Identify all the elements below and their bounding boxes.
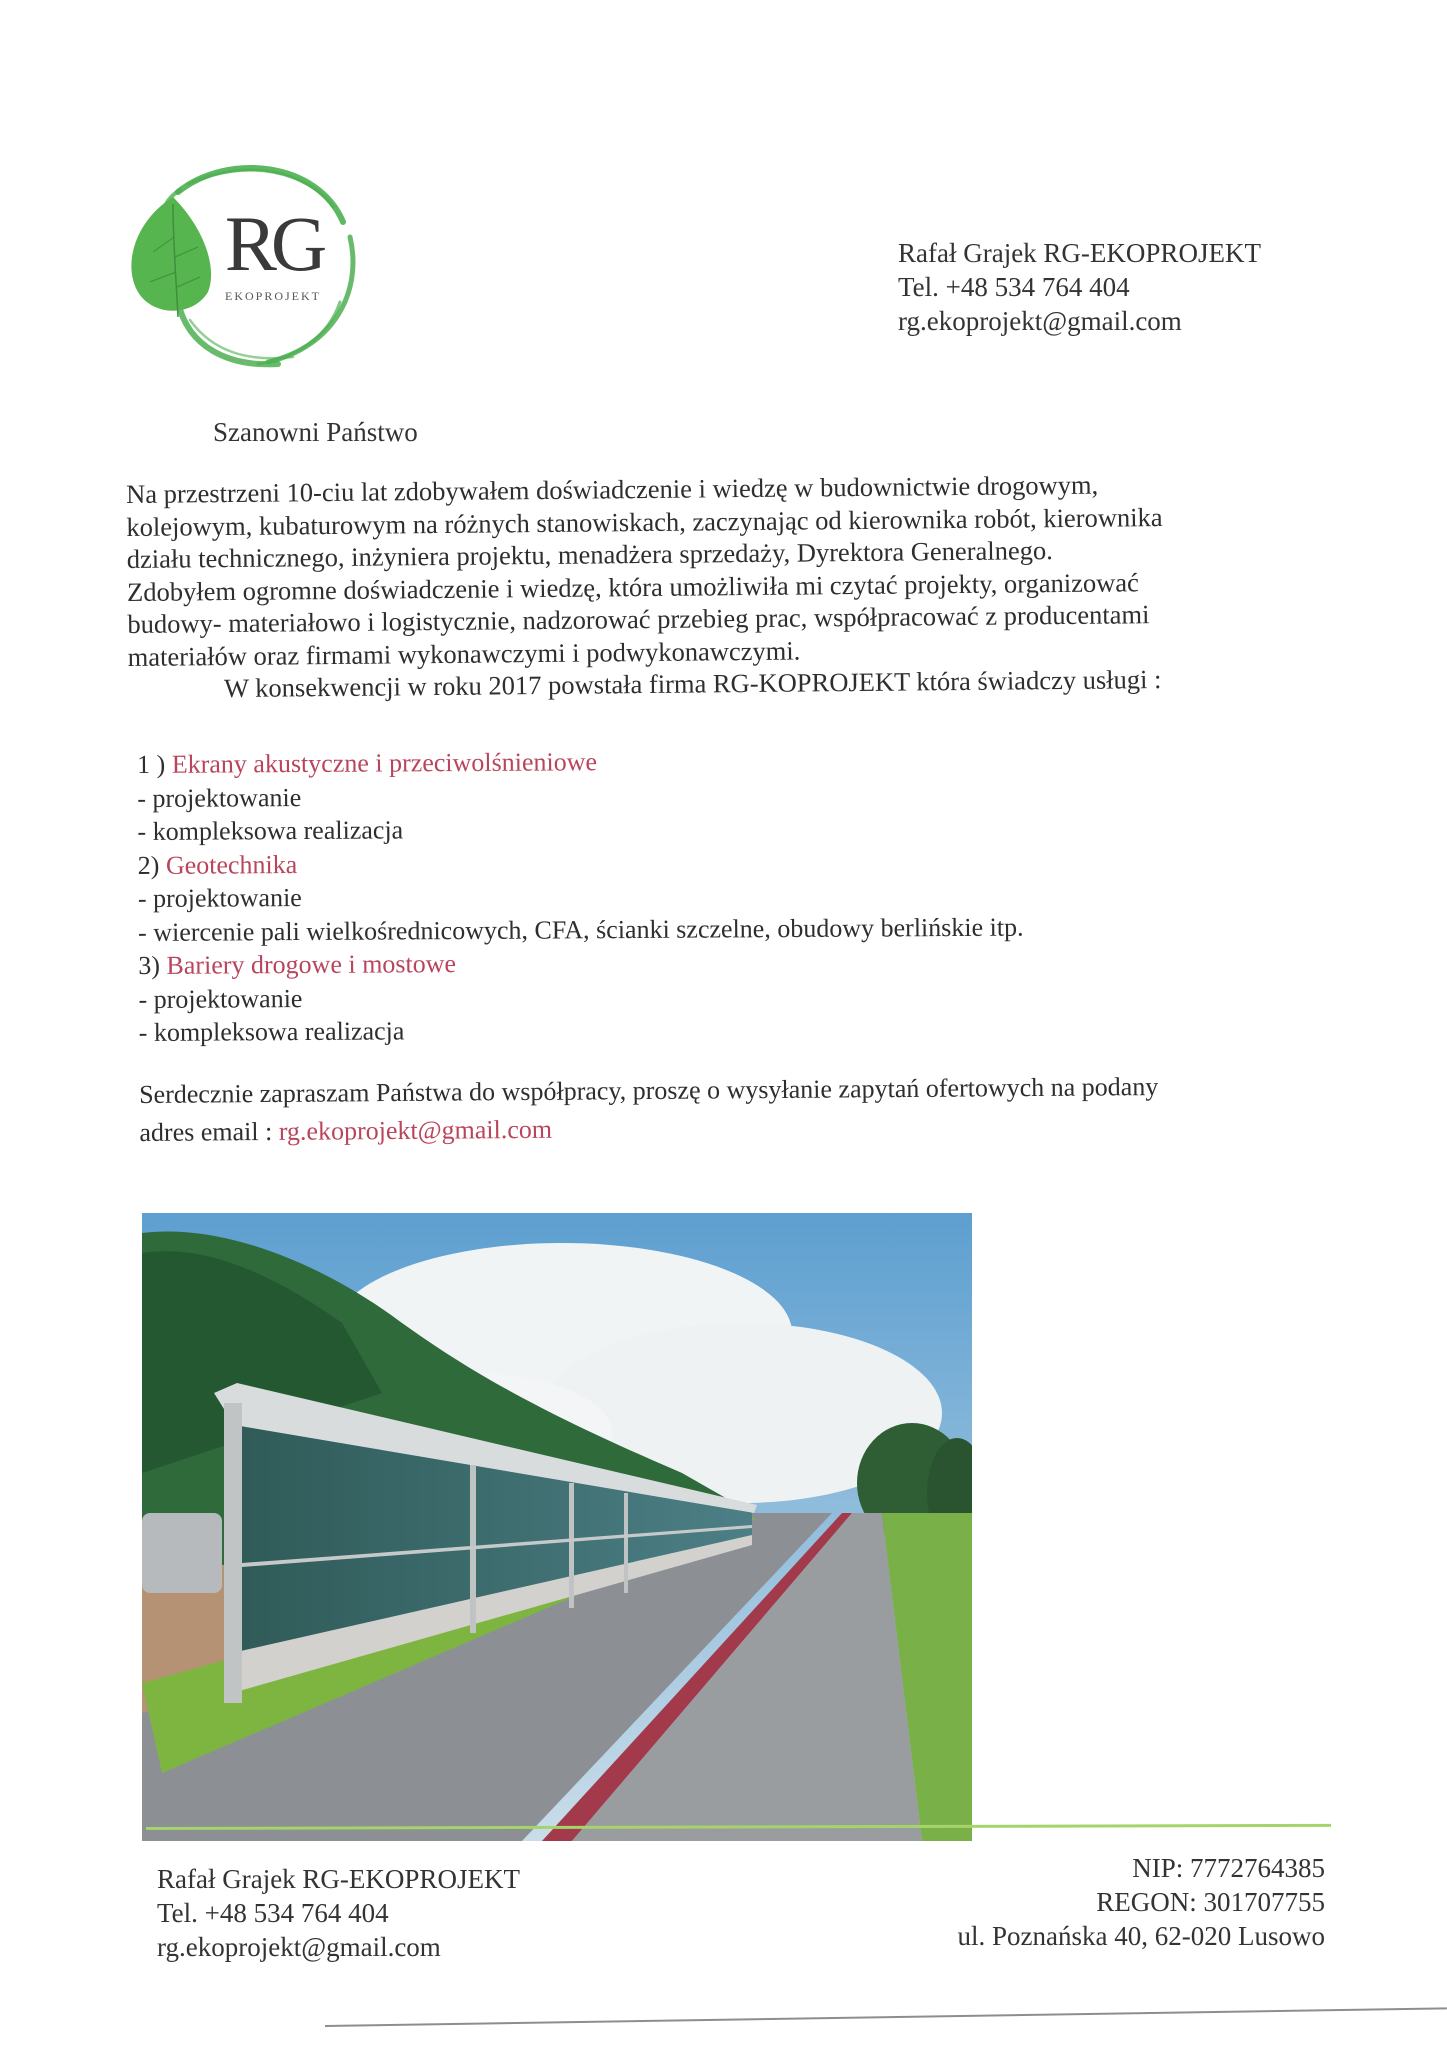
leaf-circle-icon bbox=[118, 152, 368, 382]
service-item: - projektowanie bbox=[137, 782, 302, 813]
service-heading-1: 1 ) Ekrany akustyczne i przeciwolśnieniowe bbox=[137, 747, 598, 779]
footer-contact-name: Rafał Grajek RG-EKOPROJEKT bbox=[157, 1864, 520, 1894]
service-title: Ekrany akustyczne i przeciwolśnieniowe bbox=[171, 747, 598, 779]
body-line: budowy- materiałowo i logistycznie, nadzorować przebieg prac, współpracować z producentami bbox=[127, 599, 1150, 639]
service-item: - projektowanie bbox=[137, 882, 302, 913]
header-contact-email[interactable]: rg.ekoprojekt@gmail.com bbox=[898, 306, 1182, 336]
noise-barrier-photo bbox=[142, 1213, 972, 1841]
letter-greeting: Szanowni Państwo bbox=[213, 417, 418, 447]
body-line: Na przestrzeni 10-ciu lat zdobywałem doświadczenie i wiedzę w budownictwie drogowym, bbox=[126, 469, 1099, 509]
footer-contact-phone: Tel. +48 534 764 404 bbox=[157, 1898, 389, 1928]
service-heading-3: 3) Bariery drogowe i mostowe bbox=[138, 949, 457, 980]
footer-address: ul. Poznańska 40, 62-020 Lusowo bbox=[957, 1921, 1325, 1951]
service-title: Geotechnika bbox=[165, 849, 298, 880]
services-list bbox=[137, 743, 1024, 1050]
body-line: kolejowym, kubaturowym na różnych stanowiskach, zaczynając od kierownika robót, kierownika bbox=[126, 501, 1163, 542]
service-item: - kompleksowa realizacja bbox=[138, 1016, 405, 1047]
service-title: Bariery drogowe i mostowe bbox=[166, 949, 457, 980]
footer-nip: NIP: 7772764385 bbox=[1132, 1853, 1325, 1883]
service-item: - wiercenie pali wielkośrednicowych, CFA, ścianki szczelne, obudowy berlińskie itp. bbox=[138, 912, 1024, 947]
scan-edge-line bbox=[325, 2007, 1447, 2027]
letter-closing bbox=[139, 1068, 1159, 1152]
body-line: działu technicznego, inżyniera projektu, menadżera sprzedaży, Dyrektora Generalnego. bbox=[126, 535, 1053, 574]
company-logo bbox=[118, 152, 368, 382]
svg-text:RG: RG bbox=[224, 200, 322, 287]
header-contact-name: Rafał Grajek RG-EKOPROJEKT bbox=[898, 238, 1261, 268]
service-heading-2: 2) Geotechnika bbox=[137, 849, 298, 880]
services-intro: W konsekwencji w roku 2017 powstała firma RG-KOPROJEKT która świadczy usługi : bbox=[223, 664, 1162, 704]
letter-body bbox=[126, 466, 1328, 705]
closing-email-line: adres email : rg.ekoprojekt@gmail.com bbox=[139, 1114, 553, 1147]
closing-email-link[interactable]: rg.ekoprojekt@gmail.com bbox=[278, 1114, 553, 1146]
service-item: - kompleksowa realizacja bbox=[137, 815, 404, 846]
closing-line: Serdecznie zapraszam Państwa do współpracy, proszę o wysyłanie zapytań ofertowych na podany bbox=[139, 1071, 1159, 1109]
header-contact-block bbox=[898, 236, 1261, 338]
footer-contact-block bbox=[157, 1862, 520, 1964]
noise-barrier-photo-illustration bbox=[142, 1213, 972, 1841]
body-line: materiałów oraz firmami wykonawczymi i podwykonawczymi. bbox=[127, 635, 801, 672]
service-item: - projektowanie bbox=[138, 983, 303, 1014]
body-line: Zdobyłem ogromne doświadczenie i wiedzę, która umożliwiła mi czytać projekty, organizować bbox=[126, 566, 1139, 607]
svg-text:EKOPROJEKT: EKOPROJEKT bbox=[224, 289, 322, 303]
footer-contact-email[interactable]: rg.ekoprojekt@gmail.com bbox=[157, 1932, 441, 1962]
footer-regon: REGON: 301707755 bbox=[1096, 1887, 1325, 1917]
footer-company-details bbox=[900, 1851, 1325, 1953]
header-contact-phone: Tel. +48 534 764 404 bbox=[898, 272, 1130, 302]
